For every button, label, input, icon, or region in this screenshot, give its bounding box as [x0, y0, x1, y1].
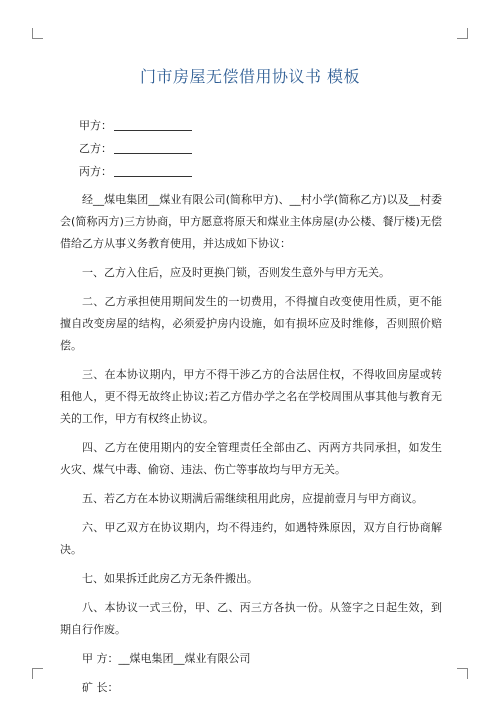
document-body	[60, 114, 442, 706]
document-title: 门市房屋无偿借用协议书 模板	[139, 67, 361, 86]
party-b-label: 乙方：	[79, 142, 112, 155]
clause-7: 七、如果拆迁此房乙方无条件搬出。	[82, 572, 258, 585]
clause-5: 五、若乙方在本协议期满后需继续租用此房，应提前壹月与甲方商议。	[82, 492, 423, 505]
signature-mine-head: 矿 长：	[82, 681, 119, 694]
clause-2: 二、乙方承担使用期间发生的一切费用，不得擅自改变使用性质，更不能擅自改变房屋的结构，必须爱护房内设施，如有损坏应及时维修，否则照价赔偿。	[60, 295, 442, 352]
party-c-blank	[114, 164, 192, 177]
party-c-line	[60, 160, 442, 183]
party-c-label: 丙方：	[79, 165, 112, 178]
clause-1: 一、乙方入住后，应及时更换门锁，否则发生意外与甲方无关。	[82, 266, 390, 279]
party-b-line	[60, 137, 442, 160]
clause-6: 六、甲乙双方在协议期内，均不得违约，如遇特殊原因，双方自行协商解决。	[60, 521, 442, 556]
intro-paragraph: 经__煤电集团__煤业有限公司(简称甲方)、__村小学(简称乙方)以及__村委会(简称丙方)三方协商，甲方愿意将原天和煤业主体房屋(办公楼、餐厅楼)无偿借给乙方从事义务教育使用，并达成如下协议：	[60, 193, 442, 250]
party-a-blank	[114, 118, 192, 131]
party-a-line	[60, 114, 442, 137]
crop-mark-top-right	[457, 28, 468, 39]
clause-8: 八、本协议一式三份，甲、乙、丙三方各执一份。从签字之日起生效，到期自行作废。	[60, 601, 442, 636]
clause-3: 三、在本协议期内，甲方不得干涉乙方的合法居住权，不得收回房屋或转租他人，更不得无故终止协议;若乙方借办学之名在学校周围从事其他与教育无关的工作，甲方有权终止协议。	[60, 368, 442, 425]
party-a-label: 甲方：	[79, 119, 112, 132]
clause-4: 四、乙方在使用期内的安全管理责任全部由乙、丙两方共同承担，如发生火灾、煤气中毒、偷窃、违法、伤亡等事故均与甲方无关。	[60, 441, 442, 476]
signature-party-a: 甲 方：__煤电集团__煤业有限公司	[82, 652, 251, 665]
party-b-blank	[114, 141, 192, 154]
crop-mark-bottom-right	[457, 668, 468, 679]
crop-mark-bottom-left	[32, 668, 43, 679]
crop-mark-top-left	[32, 28, 43, 39]
